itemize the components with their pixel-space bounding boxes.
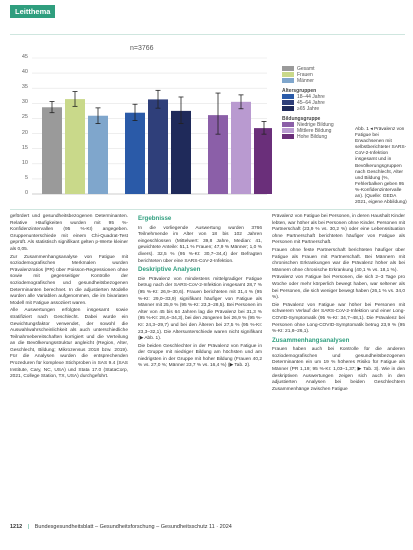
legend-swatch [282,100,294,105]
paragraph: Die beiden Geschlechter in der Prävalenz von Fatigue in der Gruppe mit niedriger Bildung am höchsten und am niedrigsten in der Gruppe mit hoher Bildung (Frauen 40,2 % vs. 27,0 %; Männer 23,7 % vs. 16,4 %) (▶ Tab. 2). [138,343,262,369]
legend-swatch [282,66,294,71]
y-tick-label: 20 [21,129,28,136]
bar [231,102,251,194]
bar [125,113,145,194]
column-middle [138,214,262,371]
legend-item [282,106,352,112]
bar [42,107,62,194]
y-tick-label: 30 [21,99,28,106]
legend-age [282,94,352,112]
legend-label: Frauen [297,72,313,78]
legend-item [282,134,352,140]
journal-name: Bundesgesundheitsblatt – Gesundheitsforschung – Gesundheitsschutz 11 · 2024 [34,524,232,530]
section-label: Leitthema [10,5,55,18]
legend-swatch [282,78,294,83]
page-number: 1212 [10,524,23,530]
legend-edu-title: Bildungsgruppe [282,116,321,122]
paragraph: Prävalenz von Fatigue bei Personen, die sich 2–3 Tage pro Woche oder mehr körperlich bewegt haben, war seltener als bei Personen, die sich weniger bewegt haben (26,1 % vs. 34,0 %). [272,275,405,301]
chart-n-label: n=3766 [130,45,154,52]
y-tick-label: 25 [21,114,28,121]
y-tick-label: 40 [21,69,28,76]
y-tick-label: 45 [21,54,28,60]
section-heading-descriptive: Deskriptive Analysen [138,266,201,274]
legend-education [282,122,352,140]
page-footer: 1212 | Bundesgesundheitsblatt – Gesundheitsforschung – Gesundheitsschutz 11 · 2024 [10,524,232,530]
legend-sex [282,66,352,84]
paragraph: gefördert und gesundheitsbezogenen Determinanten. Relative Häufigkeiten wurden mit 95 %-Konfidenzintervallen (95 %-KI) angegeben. Gruppenunterschiede mit einem Chi-Quadrat-Test geprüft. Als statistisch signifikant gelten p-Werte kleiner als 0,05. [10,214,128,252]
legend-label: 45–64 Jahre [297,100,325,106]
figure-caption: Abb. 1 ◂ Prävalenz von Fatigue bei Erwachsenen mit selbstberichteter SARS-CoV-2-Infektion insgesamt und in Bevölkerungsgruppen nach Geschlecht, Alter und Bildung (%, Fehlerbalken geben 95 %-Konfidenzintervalle an). (Quelle: GEDA 2021, eigene Abbildung) [355,127,407,206]
legend-item [282,78,352,84]
legend-swatch [282,94,294,99]
paragraph: Frauen ohne feste Partnerschaft berichteten häufiger über Fatigue als Frauen mit Partnerschaft. Bei Männern mit chronischen Erkrankungen war die Prävalenz höher als bei Männern ohne chronische Erkrankung (40,1 % vs. 18,1 %). [272,247,405,273]
legend-label: ≥65 Jahre [297,106,320,112]
legend-swatch [282,122,294,127]
y-tick-label: 10 [21,159,28,166]
y-tick-label: 15 [21,144,28,151]
paragraph: Die Prävalenz von mindestens mittelgradiger Fatigue betrug nach der SARS-CoV-2-Infektion insgesamt 28,7 % (95 %-KI: 26,9–30,6). Frauen berichteten mit 31,4 % (95 %-KI: 29,0–33,9) signifikant häufiger von Fatigue als Männer mit 25,9 % (95 %-KI: 23,3–28,5). Bei Personen im Alter von 45 bis 64 Jahren lag die Prävalenz bei 31,3 % (95 %-KI: 28,4–34,3), bei den Jüngeren bei 26,9 % (95 %-KI: 24,3–29,7) und bei den Älteren bei 27,5 % (95 %-KI: 23,3–32,1). Die Altersunterschiede waren nicht signifikant (▶ Abb. 1). [138,276,262,342]
section-heading-association: Zusammenhangsanalysen [272,336,350,344]
page-header [0,0,413,26]
chart-legend [282,66,352,140]
paragraph: Prävalenz von Fatigue bei Personen, in deren Haushalt Kinder lebten, war höher als bei Personen ohne Kinder. Personen mit Partnerschaft (23,9 % vs. 30,2 %) oder eine Lebenssituation ohne Partnerschaft berichteten häufiger von Fatigue als Personen mit Partnerschaft. [272,214,405,246]
legend-swatch [282,128,294,133]
paragraph: Zur Zusammenhangsanalyse von Fatigue mit soziodemografischen Merkmalen wurden Prävalenzratios (PR) über Poisson-Regressionen ohne sowie mit gegenseitiger Kontrolle der soziodemografischen und gesundheitsbezogenen Determinanten berechnet. In die adjustierten Modelle wurden alle Variablen aufgenommen, die im bivariaten Modell mit Fatigue assoziiert waren. [10,254,128,306]
legend-label: Gesamt [297,66,315,72]
legend-swatch [282,134,294,139]
paragraph: In die vorliegende Auswertung wurden 3766 Teilnehmende im Alter von 18 bis 102 Jahren eingeschlossen (Mittelwert: 39,8 Jahre, Median: 41, gewichtete Anteile: 51,1 % Frauen; 47,9 % Männer; 1,0 % divers). 32,5 % (95 %-KI: 30,7–34,4) der Befragten berichteten über eine SARS-CoV-2-Infektion. [138,225,262,264]
column-left [10,214,128,382]
bar [254,128,272,194]
column-right [272,214,405,394]
legend-label: Hohe Bildung [297,134,328,140]
legend-label: Niedrige Bildung [297,122,334,128]
bar [88,116,108,194]
legend-label: 18–44 Jahre [297,94,325,100]
paragraph: Alle Auswertungen erfolgten insgesamt sowie stratifiziert nach Geschlecht. Dabei wurde ein Gewichtungsfaktor verwendet, der sowohl die Auswahlwahrscheinlichkeit als auch unterschiedliche Teilnahmebereitschaften korrigiert und die Verteilung an die Bevölkerungsstruktur angleicht (Region, Alter, Geschlecht, Bildung; Mikrozensus 2018 bzw. 2019). Für die Analysen wurden die entsprechenden Prozeduren für komplexe Stichproben in SAS 9.4 (SAS Institute, Cary, NC, USA) und Stata 17.0 (StataCorp, 2021, College Station, TX, USA) durchgeführt. [10,308,128,380]
legend-label: Männer [297,78,314,84]
bar-chart [12,52,272,202]
bar [65,99,85,194]
y-tick-label: 5 [24,174,28,181]
legend-age-title: Altersgruppen [282,88,317,94]
bar [148,99,168,194]
figure-divider [10,209,405,210]
paragraph: Die Prävalenz von Fatigue war höher bei Personen mit schwerem Verlauf der SARS-CoV-2-Infektion und einer Long-COVID-Symptomatik (95 %-KI: 34,7–48,1). Die Prävalenz bei Personen ohne Long-COVID-Symptomatik betrug 23,9 % (95 %-KI: 21,8–26,1). [272,302,405,335]
paragraph: Frauen haben auch bei Kontrolle für die anderen soziodemografischen und gesundheitsbezogenen Determinanten ein um 19 % höheres Risiko für Fatigue als Männer (PR 1,19; 95 %-KI: 1,03–1,37; ▶ Tab. 3). Wie in den deskriptiven Auswertungen zeigen sich auch in den adjustierten Analysen bei beiden Geschlechtern Zusammenhänge zwischen Fatigue [272,347,405,392]
y-tick-label: 35 [21,84,28,91]
section-heading-results: Ergebnisse [138,215,172,222]
y-tick-label: 0 [24,190,28,196]
legend-swatch [282,72,294,77]
legend-label: Mittlere Bildung [297,128,332,134]
legend-swatch [282,106,294,111]
chart-bars [42,99,272,194]
